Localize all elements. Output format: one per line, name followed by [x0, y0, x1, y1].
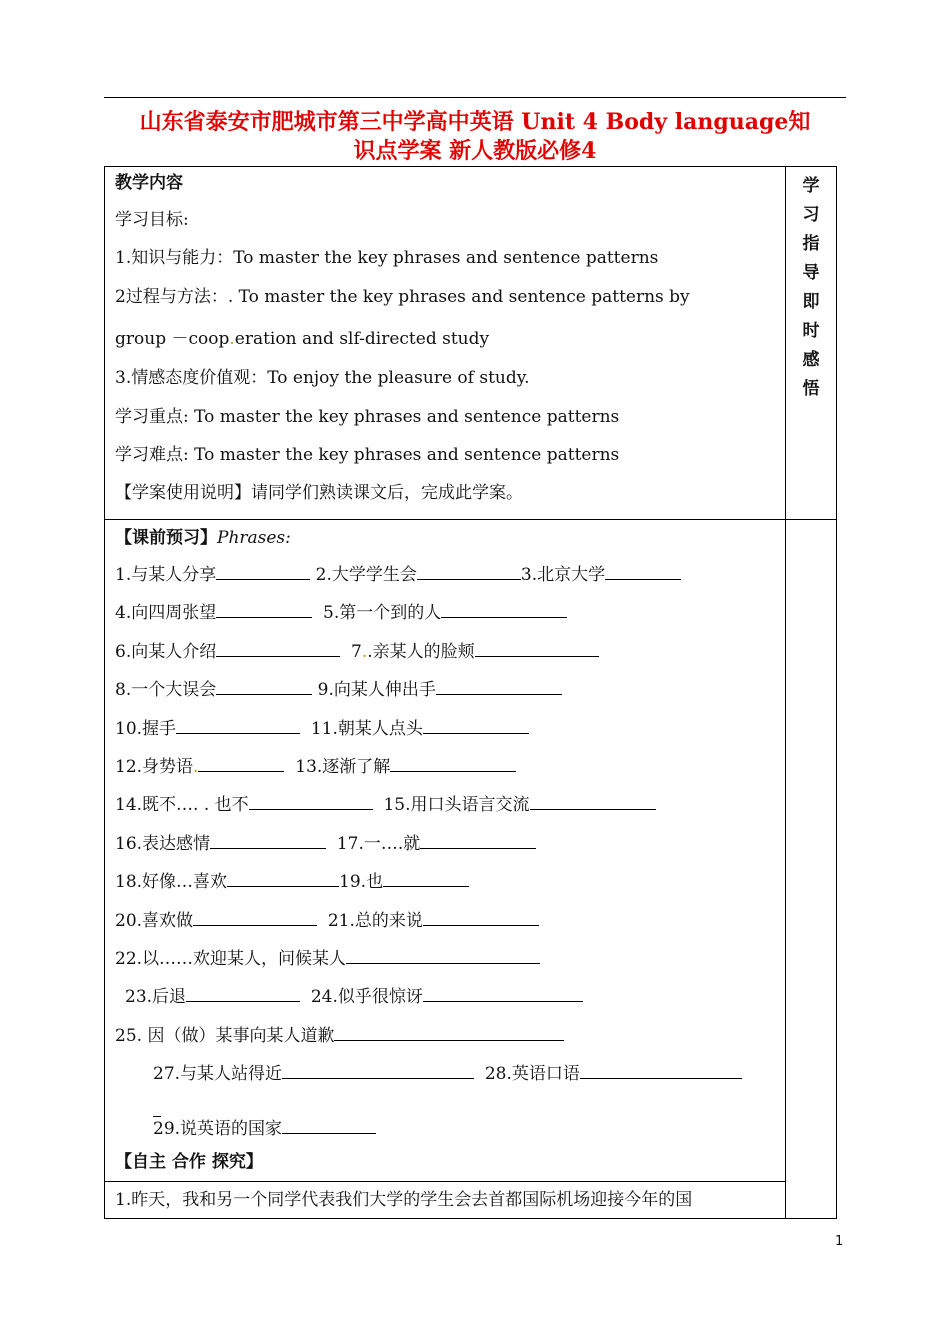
phrase-row	[105, 863, 785, 901]
answer-blank[interactable]	[420, 830, 536, 849]
guide-char: 即	[802, 292, 820, 312]
side-blank-cell	[786, 520, 837, 1219]
phrase-row	[105, 633, 785, 671]
answer-blank[interactable]	[423, 983, 583, 1002]
answer-blank[interactable]	[186, 983, 300, 1002]
answer-blank[interactable]	[475, 638, 599, 657]
phrase-item: 20.喜欢做	[115, 910, 194, 931]
answer-blank[interactable]	[216, 599, 312, 618]
answer-blank[interactable]	[334, 1022, 564, 1041]
guide-char: 感	[802, 350, 820, 370]
worksheet-table	[104, 166, 837, 1219]
goal-process: 2过程与方法：. To master the key phrases and sentence patterns by	[115, 286, 690, 307]
phrase-item-number: 7	[351, 641, 362, 662]
answer-blank[interactable]	[383, 868, 469, 887]
preview-heading-cn: 【课前预习】	[115, 528, 217, 548]
explore-heading: 【自主 合作 探究】	[115, 1152, 263, 1173]
difficulty: 学习难点: To master the key phrases and sentence patterns	[115, 444, 620, 465]
phrase-row	[105, 786, 785, 824]
phrase-item: 25. 因（做）某事向某人道歉	[115, 1025, 335, 1046]
side-guide	[786, 167, 836, 404]
phrase-row	[105, 710, 785, 748]
goals-label: 学习目标:	[115, 210, 189, 230]
phrase-row-wrap	[105, 1093, 785, 1113]
answer-blank[interactable]	[390, 753, 516, 772]
preview-heading-en: Phrases:	[217, 528, 291, 548]
goal-attitude: 3.情感态度价值观：To enjoy the pleasure of study.	[115, 368, 530, 389]
phrase-item: 2.大学学生会	[315, 565, 417, 585]
goal-process-cont	[105, 316, 785, 359]
guide-char: 指	[802, 234, 820, 254]
answer-blank[interactable]	[282, 1060, 474, 1079]
phrase-row	[105, 671, 785, 709]
goal-knowledge: 1.知识与能力：To master the key phrases and sentence patterns	[115, 248, 659, 269]
side-guide-cell	[786, 167, 837, 520]
phrase-item: 17.一….就	[336, 833, 421, 854]
phrase-item: 5.第一个到的人	[323, 603, 442, 624]
phrase-item: 24.似乎很惊讶	[310, 987, 423, 1008]
phrase-row	[105, 1113, 785, 1145]
header-rule	[104, 97, 846, 98]
phrase-item: 29.说英语的国家	[153, 1119, 283, 1140]
section-heading: 教学内容	[115, 173, 183, 193]
phrase-row	[105, 556, 785, 594]
phrase-item: 9.向某人伸出手	[317, 680, 436, 701]
answer-blank[interactable]	[417, 561, 521, 580]
answer-blank[interactable]	[176, 715, 300, 734]
phrase-item: 27.与某人站得近	[153, 1064, 283, 1085]
answer-blank[interactable]	[580, 1060, 742, 1079]
goal-process-part1: group －coop	[115, 329, 230, 350]
phrase-item: 14.既不…. . 也不	[115, 795, 249, 816]
phrase-item: 19.也	[339, 872, 384, 893]
phrase-item: 6.向某人介绍	[115, 641, 217, 662]
phrase-item: 22.以……欢迎某人，问候某人	[115, 948, 347, 969]
page-number: 1	[835, 1234, 844, 1249]
answer-blank[interactable]	[436, 676, 562, 695]
phrase-item: 21.总的来说	[327, 910, 423, 931]
phrase-item: 10.握手	[115, 718, 177, 739]
title-line-2: 识点学案 新人教版必修4	[353, 138, 597, 164]
phrase-item: 12.身势语	[115, 756, 194, 777]
answer-blank[interactable]	[249, 791, 373, 810]
mark-dot: .	[229, 329, 235, 350]
phrase-item: 1.与某人分享	[115, 565, 217, 585]
answer-blank[interactable]	[423, 907, 539, 926]
guide-char: 悟	[802, 379, 820, 399]
title-line-1: 山东省泰安市肥城市第三中学高中英语 Unit 4 Body language知	[139, 109, 811, 135]
answer-blank[interactable]	[227, 868, 339, 887]
answer-blank[interactable]	[210, 830, 326, 849]
mark-dot: .	[193, 756, 199, 777]
answer-blank[interactable]	[441, 599, 567, 618]
key-point: 学习重点: To master the key phrases and sentence patterns	[115, 406, 620, 427]
phrase-item: 15.用口头语言交流	[383, 795, 530, 816]
phrase-item: 23.后退	[125, 987, 187, 1008]
answer-blank[interactable]	[216, 676, 312, 695]
phrase-row	[105, 940, 785, 978]
goal-process-part2: eration and slf-directed study	[234, 329, 490, 350]
phrase-row	[105, 1055, 785, 1093]
mark-dot: .	[361, 641, 368, 662]
answer-blank[interactable]	[193, 907, 317, 926]
phrase-item: 4.向四周张望	[115, 603, 217, 624]
phrase-item: 18.好像…喜欢	[115, 872, 228, 893]
phrase-row	[105, 902, 785, 940]
phrase-item: 11.朝某人点头	[310, 718, 423, 739]
answer-blank[interactable]	[216, 561, 310, 580]
answer-blank[interactable]	[198, 753, 284, 772]
answer-blank[interactable]	[282, 1115, 376, 1134]
phrase-item: 8.一个大误会	[115, 680, 217, 701]
phrase-item: 16.表达感情	[115, 833, 211, 854]
phrase-item: 28.英语口语	[484, 1064, 580, 1085]
usage-instructions: 【学案使用说明】请同学们熟读课文后，完成此学案。	[115, 483, 523, 504]
guide-char: 学	[802, 176, 820, 196]
guide-char: 时	[802, 321, 820, 341]
document-title	[104, 108, 846, 166]
teaching-content-cell	[105, 167, 786, 520]
preview-cell	[105, 520, 786, 1219]
answer-blank[interactable]	[423, 715, 529, 734]
phrase-item: .亲某人的脸颊	[367, 641, 475, 662]
answer-blank[interactable]	[346, 945, 540, 964]
answer-blank[interactable]	[605, 561, 681, 580]
phrase-item: 3.北京大学	[520, 565, 606, 585]
phrase-row	[105, 748, 785, 786]
phrase-row	[105, 978, 785, 1016]
guide-char: 导	[802, 263, 820, 283]
phrase-row	[105, 825, 785, 863]
phrase-row	[105, 1017, 785, 1055]
answer-blank[interactable]	[530, 791, 656, 810]
preview-heading	[105, 520, 785, 556]
answer-blank[interactable]	[216, 638, 340, 657]
guide-char: 习	[802, 205, 820, 225]
phrase-row	[105, 594, 785, 632]
explore-question-1: 1.昨天，我和另一个同学代表我们大学的学生会去首都国际机场迎接今年的国	[105, 1181, 785, 1218]
phrase-item: 13.逐渐了解	[295, 756, 391, 777]
